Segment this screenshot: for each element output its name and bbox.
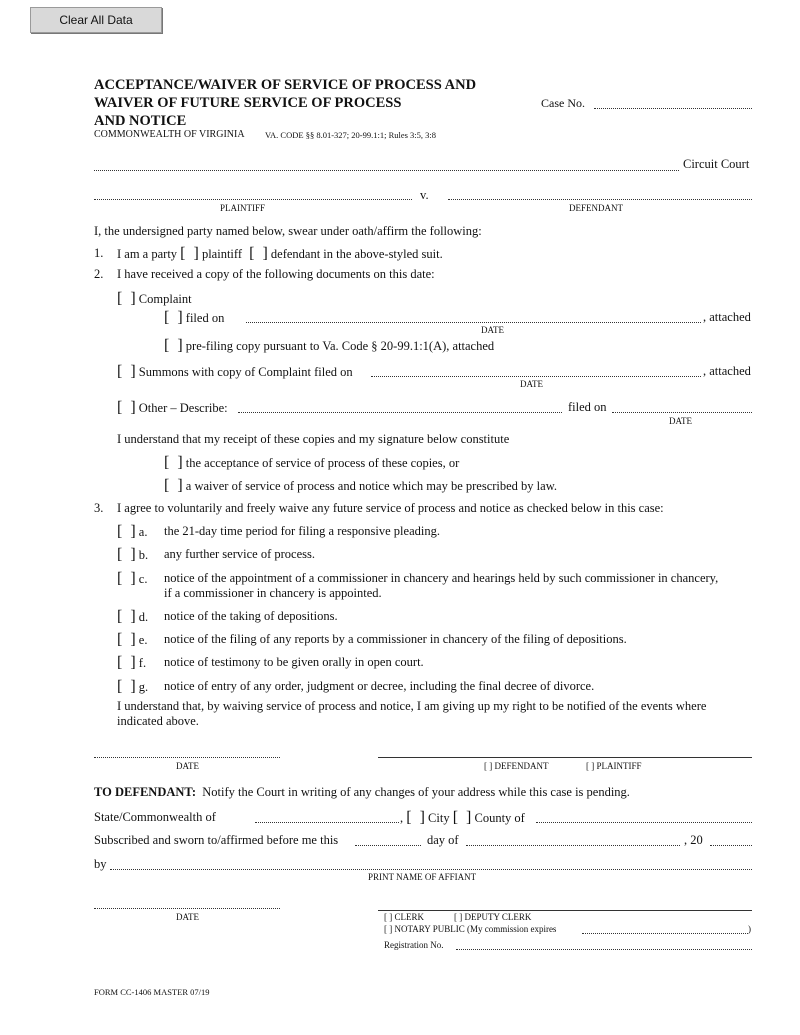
signature-line[interactable] <box>378 757 752 758</box>
waiver-text: notice of the taking of depositions. <box>164 609 338 623</box>
giving-up-text-continued: indicated above. <box>117 714 199 728</box>
plaintiff-checkbox[interactable]: [ ] <box>180 245 199 262</box>
plaintiff-field[interactable] <box>94 199 412 200</box>
complaint-date-caption: DATE <box>481 325 504 335</box>
form-id: FORM CC-1406 MASTER 07/19 <box>94 987 210 997</box>
city-county-row: , [ ] City [ ] County of <box>400 809 525 826</box>
code-reference: VA. CODE §§ 8.01-327; 20-99.1:1; Rules 3:5, 3:8 <box>265 130 437 140</box>
signature-date-field[interactable] <box>94 757 280 758</box>
waiver-item-b <box>117 547 148 563</box>
other-date-field[interactable] <box>612 412 752 413</box>
case-no-field[interactable] <box>594 108 752 109</box>
deputy-clerk-checkbox[interactable]: [ ] DEPUTY CLERK <box>454 912 532 922</box>
county-field[interactable] <box>536 822 752 823</box>
filed-on-checkbox[interactable]: [ ] <box>164 309 183 326</box>
item1-number: 1. <box>94 246 104 260</box>
waiver-g-checkbox[interactable]: [ ] <box>117 678 136 695</box>
item2-number: 2. <box>94 267 104 281</box>
waiver-letter: d. <box>138 610 149 624</box>
notary-date-field[interactable] <box>94 908 280 909</box>
filed-on-row <box>164 310 224 326</box>
intro-text: I, the undersigned party named below, swear under oath/affirm the following: <box>94 224 482 238</box>
commonwealth-label: COMMONWEALTH OF VIRGINIA <box>94 129 245 140</box>
item3-text: I agree to voluntarily and freely waive any future service of process and notice as checked below in this case: <box>117 501 664 515</box>
waiver-letter: g. <box>138 680 149 694</box>
other-label: Other – Describe: <box>138 401 228 415</box>
acceptance-row <box>164 455 459 471</box>
waiver-text: any further service of process. <box>164 547 315 561</box>
to-defendant-notice <box>94 785 630 800</box>
commission-expires-field[interactable] <box>582 933 748 934</box>
waiver-item-c <box>117 571 147 587</box>
waiver-letter: a. <box>138 525 148 539</box>
waiver-checkbox[interactable]: [ ] <box>164 477 183 494</box>
sworn-day-field[interactable] <box>355 845 421 846</box>
waiver-text: notice of the appointment of a commissioner in chancery and hearings held by such commissioner in chancery, <box>164 571 719 585</box>
complaint-label: Complaint <box>138 292 192 306</box>
circuit-court-field[interactable] <box>94 170 679 171</box>
waiver-item-g <box>117 679 148 695</box>
commission-close-paren: ) <box>748 924 751 934</box>
other-describe-field[interactable] <box>238 412 562 413</box>
other-row <box>117 400 228 416</box>
registration-field[interactable] <box>456 949 752 950</box>
item1-pre: I am a party <box>117 247 178 261</box>
notary-date-caption: DATE <box>176 912 199 922</box>
waiver-c-checkbox[interactable]: [ ] <box>117 570 136 587</box>
summons-date-caption: DATE <box>520 379 543 389</box>
understand-text: I understand that my receipt of these copies and my signature below constitute <box>117 432 510 446</box>
case-no-label: Case No. <box>541 96 585 110</box>
waiver-text: notice of testimony to be given orally in open court. <box>164 655 424 669</box>
city-checkbox[interactable]: [ ] <box>406 809 425 826</box>
sworn-year-field[interactable] <box>710 845 752 846</box>
day-of-label: day of <box>427 833 459 847</box>
waiver-text: the 21-day time period for filing a responsive pleading. <box>164 524 440 538</box>
summons-row <box>117 364 353 380</box>
other-filed-on-label: filed on <box>568 400 607 414</box>
waiver-item-e <box>117 632 147 648</box>
prefiling-checkbox[interactable]: [ ] <box>164 337 183 354</box>
item1-plaintiff-label: plaintiff <box>201 247 242 261</box>
waiver-letter: f. <box>138 656 147 670</box>
waiver-text: notice of the filing of any reports by a commissioner in chancery of the filing of depositions. <box>164 632 627 646</box>
summons-checkbox[interactable]: [ ] <box>117 363 136 380</box>
waiver-text-continued: if a commissioner in chancery is appointed. <box>164 586 382 600</box>
state-label: State/Commonwealth of <box>94 810 216 824</box>
defendant-checkbox[interactable]: [ ] <box>245 245 268 262</box>
defendant-signer-checkbox[interactable]: [ ] DEFENDANT <box>484 761 549 771</box>
waiver-letter: e. <box>138 633 148 647</box>
county-checkbox[interactable]: [ ] <box>452 809 472 826</box>
notary-public-checkbox[interactable]: [ ] NOTARY PUBLIC (My commission expires <box>384 924 557 934</box>
prefiling-label: pre-filing copy pursuant to Va. Code § 20-99.1:1(A), attached <box>185 339 495 353</box>
plaintiff-signer-checkbox[interactable]: [ ] PLAINTIFF <box>586 761 642 771</box>
summons-label: Summons with copy of Complaint filed on <box>138 365 353 379</box>
city-label: City <box>428 811 450 825</box>
filed-on-label: filed on <box>185 311 225 325</box>
waiver-text: notice of entry of any order, judgment or decree, including the final decree of divorce. <box>164 679 595 693</box>
form-title-line1: ACCEPTANCE/WAIVER OF SERVICE OF PROCESS AND <box>94 77 477 93</box>
form-title-line2: WAIVER OF FUTURE SERVICE OF PROCESS <box>94 95 402 111</box>
clear-all-data-button[interactable]: Clear All Data <box>30 7 162 33</box>
clerk-checkbox[interactable]: [ ] CLERK <box>384 912 424 922</box>
circuit-court-label: Circuit Court <box>683 157 750 171</box>
plaintiff-caption: PLAINTIFF <box>220 203 266 213</box>
other-date-caption: DATE <box>669 416 692 426</box>
item3-number: 3. <box>94 501 104 515</box>
waiver-d-checkbox[interactable]: [ ] <box>117 608 136 625</box>
other-checkbox[interactable]: [ ] <box>117 399 136 416</box>
summons-attached: , attached <box>703 364 751 378</box>
item1-defendant-label: defendant in the above-styled suit. <box>270 247 443 261</box>
notary-signature-line[interactable] <box>378 910 752 911</box>
to-defendant-text: Notify the Court in writing of any changes of your address while this case is pending. <box>202 785 630 799</box>
by-label: by <box>94 857 107 871</box>
item1-text <box>117 246 443 262</box>
giving-up-text: I understand that, by waiving service of process and notice, I am giving up my right to be notified of the events where <box>117 699 707 713</box>
year-prefix: , 20 <box>684 833 703 847</box>
waiver-row <box>164 478 557 494</box>
complaint-date-field[interactable] <box>246 322 701 323</box>
waiver-item-f <box>117 655 146 671</box>
sworn-label: Subscribed and sworn to/affirmed before me this <box>94 833 339 847</box>
waiver-label: a waiver of service of process and notice which may be prescribed by law. <box>185 479 558 493</box>
state-field[interactable] <box>255 822 399 823</box>
form-title-line3: AND NOTICE <box>94 113 187 129</box>
defendant-caption: DEFENDANT <box>569 203 623 213</box>
signature-date-caption: DATE <box>176 761 199 771</box>
acceptance-checkbox[interactable]: [ ] <box>164 454 183 471</box>
waiver-letter: b. <box>138 548 149 562</box>
waiver-b-checkbox[interactable]: [ ] <box>117 546 136 563</box>
waiver-item-d <box>117 609 148 625</box>
defendant-field[interactable] <box>448 199 752 200</box>
prefiling-row <box>164 338 494 354</box>
acceptance-label: the acceptance of service of process of these copies, or <box>185 456 460 470</box>
complaint-row <box>117 291 192 307</box>
complaint-checkbox[interactable]: [ ] <box>117 290 136 307</box>
sworn-month-field[interactable] <box>466 845 680 846</box>
county-label: County of <box>474 811 525 825</box>
item2-text: I have received a copy of the following documents on this date: <box>117 267 435 281</box>
waiver-letter: c. <box>138 572 148 586</box>
to-defendant-label: TO DEFENDANT: <box>94 785 196 799</box>
waiver-e-checkbox[interactable]: [ ] <box>117 631 136 648</box>
waiver-f-checkbox[interactable]: [ ] <box>117 654 136 671</box>
waiver-a-checkbox[interactable]: [ ] <box>117 523 136 540</box>
complaint-attached: , attached <box>703 310 751 324</box>
versus-label: v. <box>420 188 429 202</box>
waiver-item-a <box>117 524 147 540</box>
print-name-caption: PRINT NAME OF AFFIANT <box>368 872 477 882</box>
registration-label: Registration No. <box>384 940 444 950</box>
affiant-name-field[interactable] <box>110 869 752 870</box>
summons-date-field[interactable] <box>371 376 701 377</box>
